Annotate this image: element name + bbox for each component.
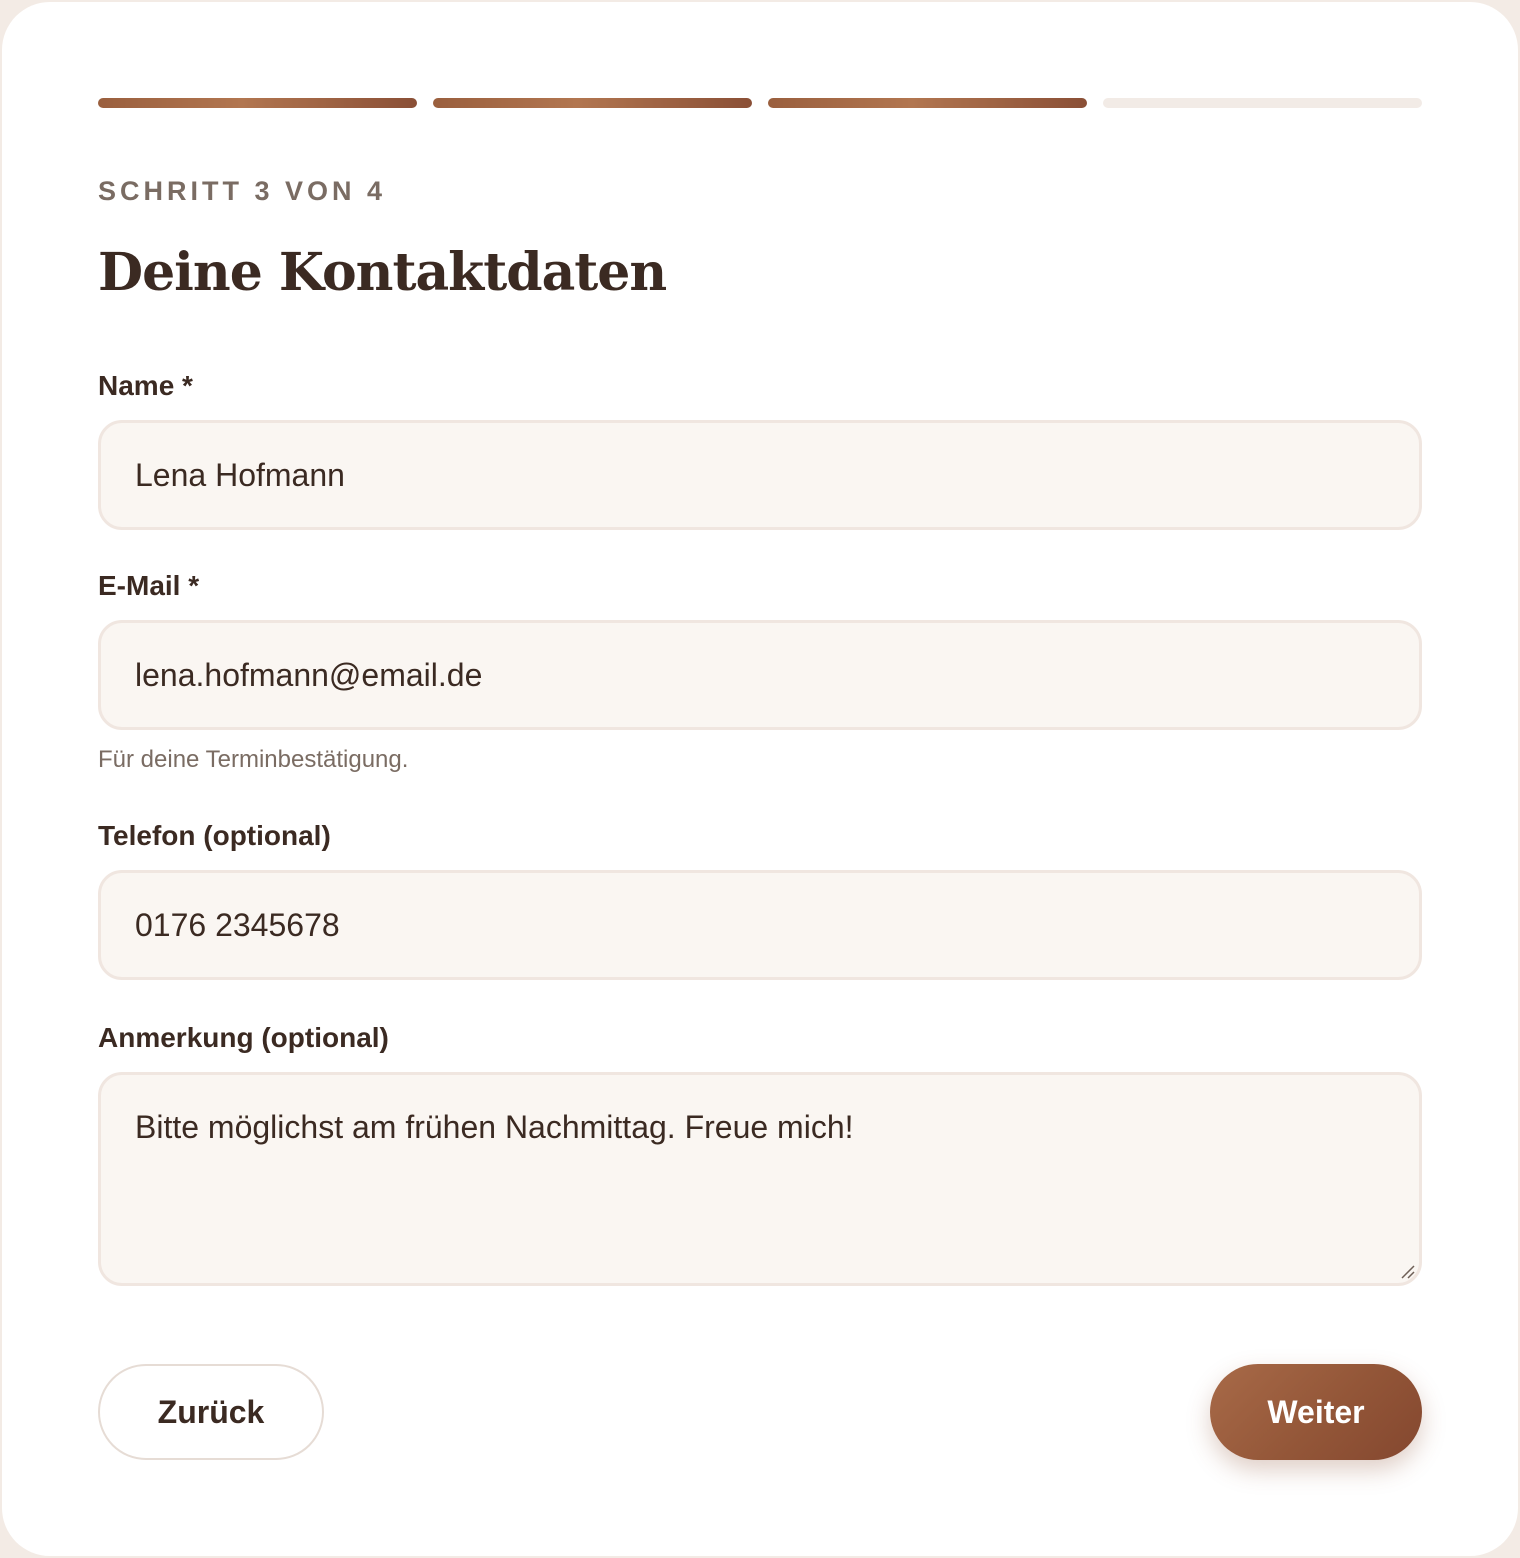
phone-input[interactable] bbox=[98, 870, 1422, 980]
progress-segment-3 bbox=[768, 98, 1087, 108]
progress-segment-1 bbox=[98, 98, 417, 108]
step-indicator: SCHRITT 3 VON 4 bbox=[98, 176, 387, 206]
resize-grip-icon[interactable] bbox=[1399, 1263, 1415, 1279]
phone-label: Telefon (optional) bbox=[98, 820, 331, 851]
name-label: Name * bbox=[98, 370, 193, 401]
email-input-value: lena.hofmann@email.de bbox=[135, 656, 483, 693]
note-textarea[interactable] bbox=[98, 1072, 1422, 1286]
progress-segment-2 bbox=[433, 98, 752, 108]
name-input-value: Lena Hofmann bbox=[135, 456, 345, 493]
name-input[interactable] bbox=[98, 420, 1422, 530]
back-button-label: Zurück bbox=[157, 1393, 265, 1430]
booking-form-card bbox=[2, 2, 1518, 1556]
email-input[interactable] bbox=[98, 620, 1422, 730]
step-progress-bar bbox=[98, 98, 1422, 108]
email-label: E-Mail * bbox=[98, 570, 200, 601]
back-button[interactable] bbox=[98, 1364, 324, 1460]
page-title: Deine Kontaktdaten bbox=[98, 242, 667, 303]
next-button[interactable] bbox=[1210, 1364, 1422, 1460]
next-button-label: Weiter bbox=[1267, 1393, 1365, 1430]
email-hint: Für deine Terminbestätigung. bbox=[98, 746, 409, 773]
note-label: Anmerkung (optional) bbox=[98, 1022, 389, 1053]
note-textarea-value: Bitte möglichst am frühen Nachmittag. Freue mich! bbox=[135, 1109, 854, 1145]
progress-segment-4 bbox=[1103, 98, 1422, 108]
phone-input-value: 0176 2345678 bbox=[135, 906, 340, 943]
